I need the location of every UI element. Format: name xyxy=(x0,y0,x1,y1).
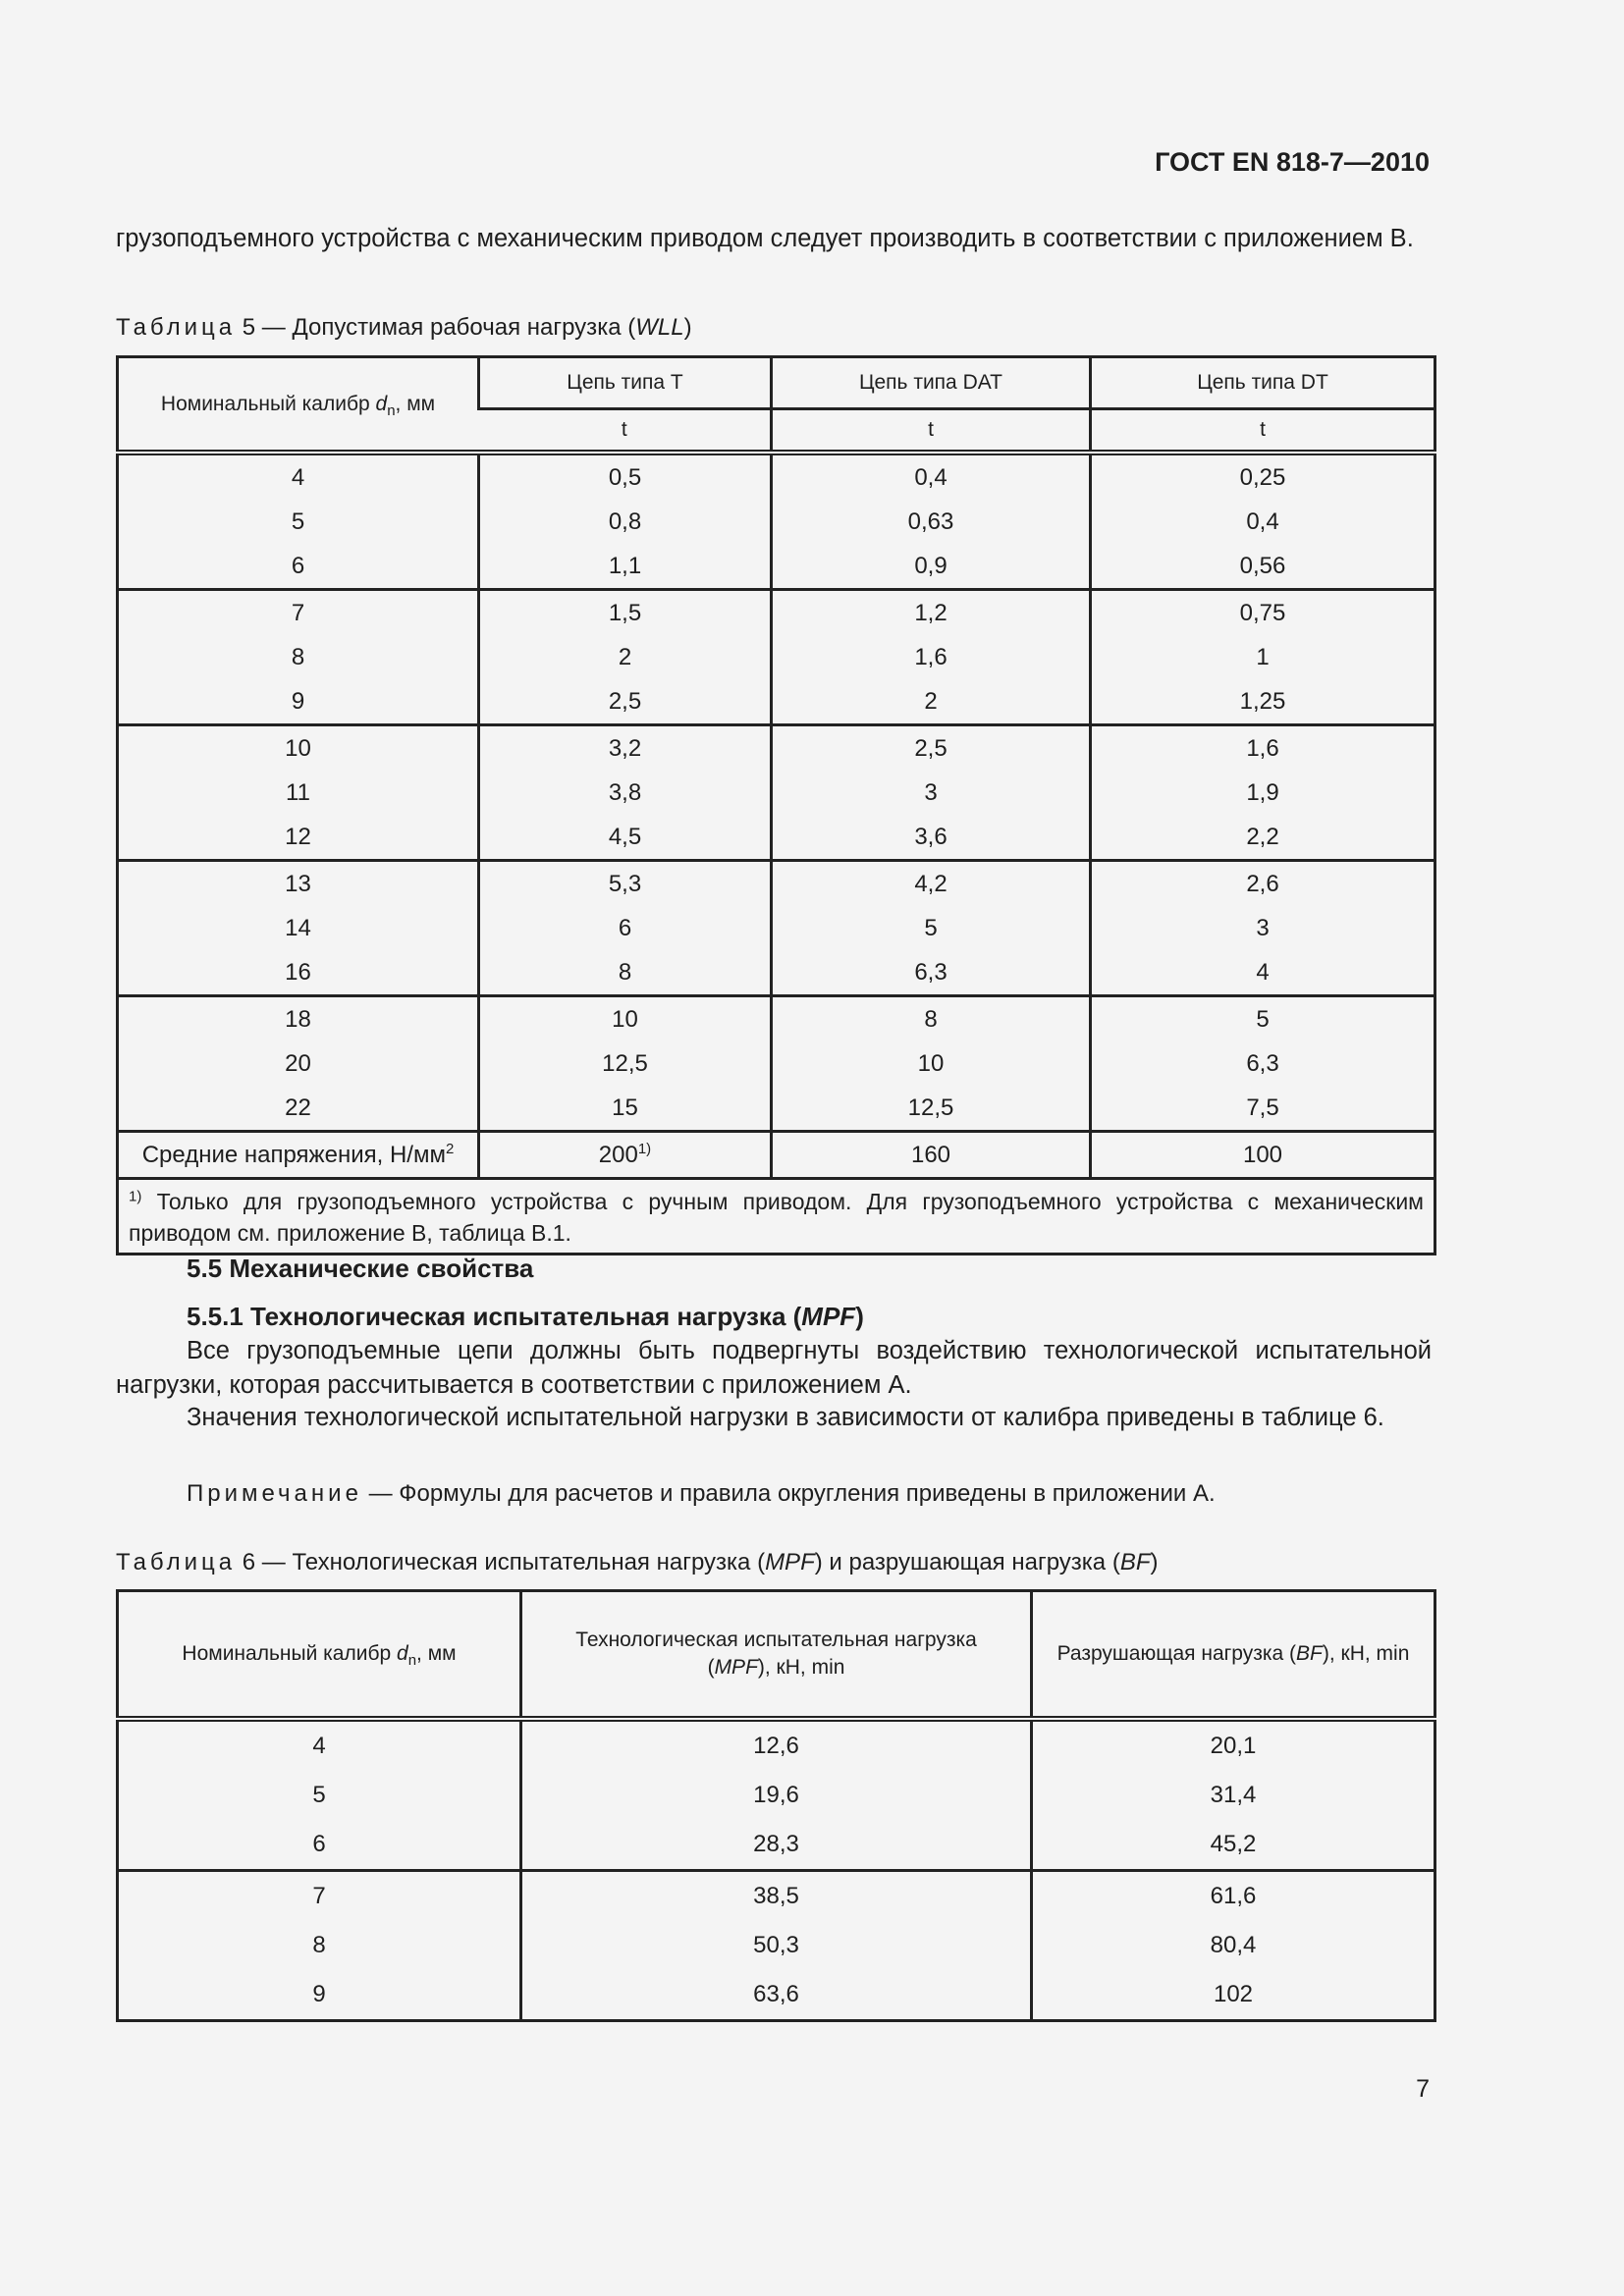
note xyxy=(187,1480,1216,1508)
table-cell: 3 xyxy=(772,771,1091,815)
table-cell: 4,5 xyxy=(479,815,772,861)
table5-caption xyxy=(116,314,692,342)
mpf-bf-table xyxy=(116,1589,1436,2022)
table-cell: 2,5 xyxy=(479,679,772,725)
table6-col-caliber-sub: n xyxy=(407,1652,417,1670)
table-row xyxy=(118,590,1435,636)
table-cell: 12 xyxy=(285,823,311,850)
table-row xyxy=(118,725,1435,772)
table5-col-caliber-sub: n xyxy=(387,401,396,419)
table5-avg-label xyxy=(118,1132,479,1179)
table-cell: 10 xyxy=(479,996,772,1042)
table-cell: 6,3 xyxy=(772,950,1091,996)
table-row xyxy=(118,815,1435,861)
table-row xyxy=(118,1970,1435,2021)
table6-col-mpf-post: ), кН, min xyxy=(757,1656,845,1679)
section-5-5-heading: 5.5 Механические свойства xyxy=(187,1254,534,1283)
table-cell: 9 xyxy=(312,1981,326,2007)
table-cell: 28,3 xyxy=(521,1820,1032,1871)
table-cell: 12,5 xyxy=(772,1086,1091,1132)
table-cell: 1,6 xyxy=(1091,725,1435,772)
table-cell: 80,4 xyxy=(1032,1921,1435,1970)
table-cell: 1,2 xyxy=(772,590,1091,636)
table-cell: 0,75 xyxy=(1091,590,1435,636)
table-cell: 0,5 xyxy=(479,453,772,500)
table6-col-caliber-var: d xyxy=(397,1642,408,1665)
note-label: Примечание xyxy=(187,1480,362,1507)
table6-caption xyxy=(116,1549,1158,1576)
table-cell: 15 xyxy=(479,1086,772,1132)
table5-footnote-mark: 1) xyxy=(129,1188,142,1205)
table-cell: 9 xyxy=(291,687,305,715)
table-row xyxy=(118,635,1435,679)
section-5-5-1-heading-text: 5.5.1 Технологическая испытательная нагрузка ( xyxy=(187,1302,802,1331)
table-cell: 1,5 xyxy=(479,590,772,636)
table6-col-mpf-line1: Технологическая испытательная нагрузка xyxy=(575,1629,977,1651)
table-cell: 5 xyxy=(772,906,1091,950)
table-row xyxy=(118,906,1435,950)
table-cell: 1,6 xyxy=(772,635,1091,679)
table5-avg-label-sup: 2 xyxy=(445,1140,455,1157)
table-cell: 0,9 xyxy=(772,544,1091,590)
table6-col-mpf-italic: MPF xyxy=(714,1656,758,1679)
table-cell: 18 xyxy=(118,996,479,1042)
table5-caption-text: 5 — Допустимая рабочая нагрузка ( xyxy=(242,314,636,341)
table5-footnote xyxy=(118,1179,1435,1255)
table-cell: 31,4 xyxy=(1032,1771,1435,1820)
table-row xyxy=(118,453,1435,500)
table-cell: 5 xyxy=(1091,996,1435,1042)
table-cell: 8 xyxy=(772,996,1091,1042)
table5-col-header: Цепь типа T xyxy=(479,357,772,409)
table-cell: 22 xyxy=(285,1094,311,1121)
table-cell: 8 xyxy=(479,950,772,996)
table-cell: 2,2 xyxy=(1091,815,1435,861)
table-cell: 10 xyxy=(118,725,479,772)
paragraph-mpf-2: Значения технологической испытательной нагрузки в зависимости от калибра приведены в таблице 6. xyxy=(187,1404,1384,1431)
table-cell: 63,6 xyxy=(521,1970,1032,2021)
table5-col-caliber-var: d xyxy=(375,392,388,415)
table-cell: 45,2 xyxy=(1032,1820,1435,1871)
table-cell: 14 xyxy=(285,914,311,941)
table6-caption-end: ) xyxy=(1150,1549,1159,1575)
table-cell: 0,4 xyxy=(772,453,1091,500)
section-5-5-1-heading-end: ) xyxy=(855,1302,864,1331)
table6-col-mpf-pre: ( xyxy=(707,1656,715,1679)
wll-table xyxy=(116,355,1436,1255)
table-cell: 7,5 xyxy=(1091,1086,1435,1132)
table5-avg-value-text: 200 xyxy=(598,1141,638,1168)
table-cell: 12,6 xyxy=(521,1719,1032,1771)
table5-col-caliber-pre: Номинальный калибр xyxy=(160,392,376,415)
table5-unit: t xyxy=(479,409,772,454)
paragraph-mpf-1: Все грузоподъемные цепи должны быть подвергнуты воздействию технологической испытательной нагрузки, которая рассчитывается в соответствии с приложением А. xyxy=(116,1337,1432,1399)
page-number: 7 xyxy=(1416,2075,1430,2103)
table-cell: 12,5 xyxy=(479,1041,772,1086)
table-cell: 4 xyxy=(291,463,305,491)
intro-paragraph: грузоподъемного устройства с механическим приводом следует производить в соответствии с приложением В. xyxy=(116,225,1414,252)
table-cell: 0,4 xyxy=(1091,500,1435,544)
table-cell: 20 xyxy=(285,1049,311,1077)
table5-col-caliber xyxy=(118,357,479,454)
table6-col-bf-post: ), кН, min xyxy=(1322,1642,1410,1665)
table-cell: 5,3 xyxy=(479,861,772,907)
table-cell: 0,25 xyxy=(1091,453,1435,500)
table6-caption-italic: BF xyxy=(1119,1549,1151,1575)
table-cell: 50,3 xyxy=(521,1921,1032,1970)
table5-avg-value: 100 xyxy=(1091,1132,1435,1179)
table5-footnote-row xyxy=(118,1179,1435,1255)
table5-header-row xyxy=(118,357,1435,409)
table-cell: 0,8 xyxy=(479,500,772,544)
table-row xyxy=(118,950,1435,996)
table6-col-bf-pre: Разрушающая нагрузка ( xyxy=(1056,1642,1297,1665)
table-cell: 3 xyxy=(1091,906,1435,950)
document-code: ГОСТ EN 818-7—2010 xyxy=(1155,147,1430,177)
table-cell: 8 xyxy=(291,643,305,670)
table-row xyxy=(118,1041,1435,1086)
table6-col-bf xyxy=(1032,1591,1435,1720)
table-cell: 3,6 xyxy=(772,815,1091,861)
table-cell: 2,6 xyxy=(1091,861,1435,907)
table6-header-row xyxy=(118,1591,1435,1720)
table-cell: 61,6 xyxy=(1032,1871,1435,1922)
table-cell: 5 xyxy=(291,507,305,535)
table-cell: 4 xyxy=(312,1733,326,1759)
table-row xyxy=(118,1921,1435,1970)
table-cell: 19,6 xyxy=(521,1771,1032,1820)
table-cell: 0,56 xyxy=(1091,544,1435,590)
table-cell: 6 xyxy=(291,552,305,579)
table-cell: 102 xyxy=(1032,1970,1435,2021)
table6-caption-text: 6 — Технологическая испытательная нагрузка ( xyxy=(242,1549,766,1575)
table-cell: 6,3 xyxy=(1091,1041,1435,1086)
table6-caption-text: ) и разрушающая нагрузка ( xyxy=(814,1549,1120,1575)
table5-caption-label: Таблица xyxy=(116,314,237,341)
table-cell: 4 xyxy=(1091,950,1435,996)
table-cell: 2,5 xyxy=(772,725,1091,772)
table5-avg-label-text: Средние напряжения, Н/мм xyxy=(141,1141,446,1168)
table-cell: 2 xyxy=(772,679,1091,725)
table6-col-caliber-pre: Номинальный калибр xyxy=(182,1642,397,1665)
table-cell: 2 xyxy=(479,635,772,679)
table-cell: 1,1 xyxy=(479,544,772,590)
table6-caption-label: Таблица xyxy=(116,1549,237,1575)
table-cell: 3,2 xyxy=(479,725,772,772)
table-cell: 1,25 xyxy=(1091,679,1435,725)
table-cell: 4,2 xyxy=(772,861,1091,907)
table-cell: 20,1 xyxy=(1032,1719,1435,1771)
table6-col-mpf xyxy=(521,1591,1032,1720)
table5-avg-row xyxy=(118,1132,1435,1179)
section-5-5-1-heading-italic: MPF xyxy=(801,1302,856,1331)
table-cell: 1 xyxy=(1091,635,1435,679)
table-row xyxy=(118,1820,1435,1871)
note-text: — Формулы для расчетов и правила округления приведены в приложении А. xyxy=(361,1480,1216,1507)
table5-avg-value xyxy=(479,1132,772,1179)
table-row xyxy=(118,771,1435,815)
table-row xyxy=(118,1719,1435,1771)
table-cell: 13 xyxy=(118,861,479,907)
table6-col-caliber-post: , мм xyxy=(416,1642,457,1665)
section-5-5-1-heading xyxy=(187,1302,864,1332)
table5-avg-footnote-ref: 1) xyxy=(637,1140,652,1157)
table6-col-caliber xyxy=(118,1591,521,1720)
table-cell: 7 xyxy=(118,1871,521,1922)
table-cell: 7 xyxy=(118,590,479,636)
table-cell: 10 xyxy=(772,1041,1091,1086)
table5-caption-italic: WLL xyxy=(635,314,684,341)
table-cell: 11 xyxy=(286,778,310,806)
table5-footnote-text: Только для грузоподъемного устройства с ручным приводом. Для грузоподъемного устройства с механическим приводом см. приложение В, таблица В.1. xyxy=(129,1189,1424,1246)
table5-col-caliber-post: , мм xyxy=(395,392,436,415)
table5-unit: t xyxy=(772,409,1091,454)
table-cell: 3,8 xyxy=(479,771,772,815)
table-cell: 0,63 xyxy=(772,500,1091,544)
table-row xyxy=(118,996,1435,1042)
table-row xyxy=(118,500,1435,544)
table6-caption-italic: MPF xyxy=(765,1549,815,1575)
table5-unit: t xyxy=(1091,409,1435,454)
table6-col-bf-italic: BF xyxy=(1296,1642,1323,1665)
table-row xyxy=(118,679,1435,725)
table-cell: 16 xyxy=(285,958,311,986)
table-cell: 1,9 xyxy=(1091,771,1435,815)
table5-avg-value: 160 xyxy=(772,1132,1091,1179)
table-row xyxy=(118,1871,1435,1922)
table-cell: 6 xyxy=(479,906,772,950)
table-cell: 38,5 xyxy=(521,1871,1032,1922)
table5-col-header: Цепь типа DT xyxy=(1091,357,1435,409)
table-cell: 5 xyxy=(312,1782,326,1808)
table-row xyxy=(118,1771,1435,1820)
table-row xyxy=(118,1086,1435,1132)
table-cell: 6 xyxy=(312,1831,326,1857)
table-cell: 8 xyxy=(312,1932,326,1958)
table5-caption-end: ) xyxy=(683,314,692,341)
table-row xyxy=(118,861,1435,907)
table5-col-header: Цепь типа DAT xyxy=(772,357,1091,409)
table-row xyxy=(118,544,1435,590)
